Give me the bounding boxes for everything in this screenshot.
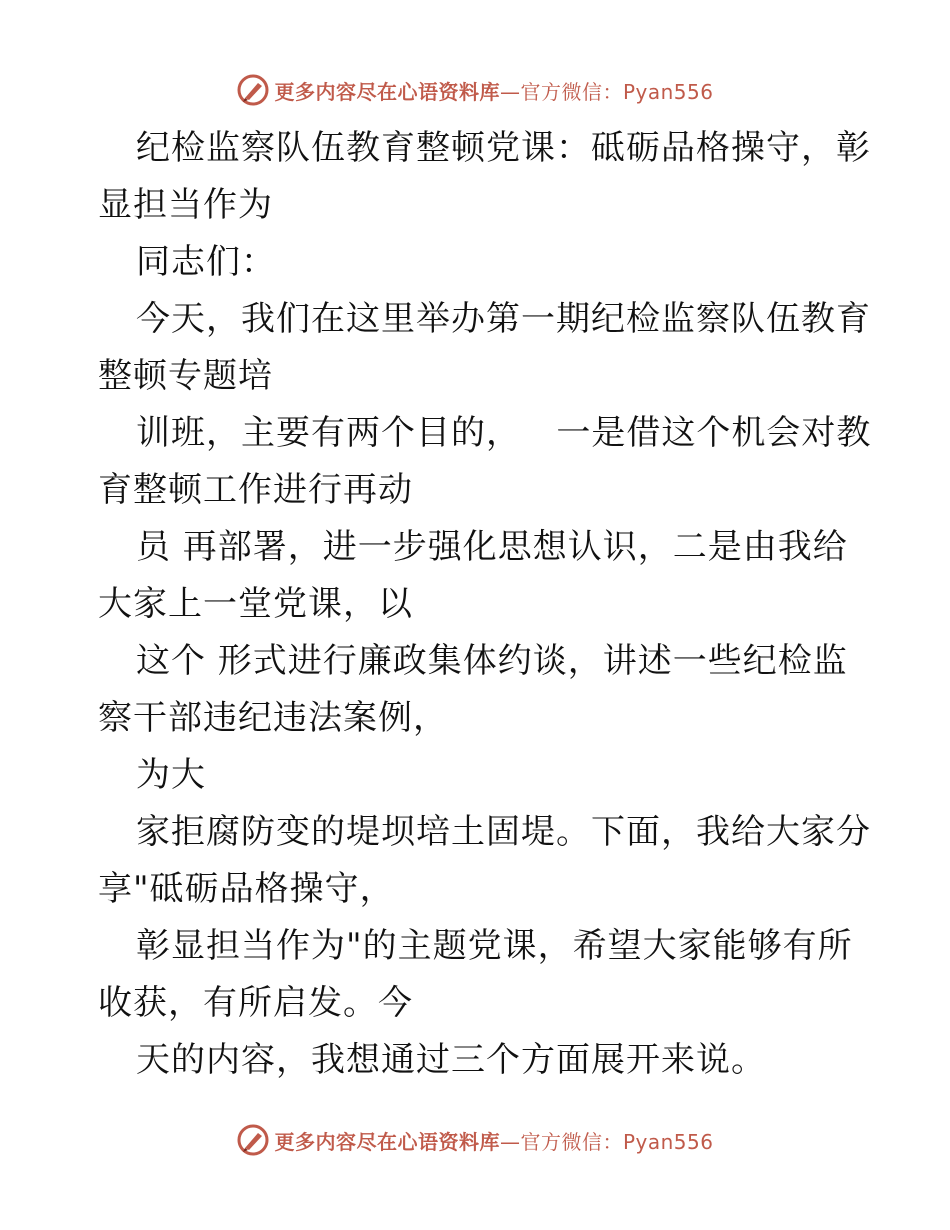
watermark-dash: — <box>499 1129 521 1154</box>
paragraph-line: 整顿专题培 <box>98 356 273 396</box>
title-line-1: 纪检监察队伍教育整顿党课：砥砺品格操守，彰 <box>136 128 871 168</box>
paragraph-line: 训班，主要有两个目的， 一是借这个机会对教 <box>136 413 872 453</box>
paragraph-line: 育整顿工作进行再动 <box>98 470 413 510</box>
paragraph-line: 员 再部署，进一步强化思想认识，二是由我给 <box>136 527 848 567</box>
title-line-2: 显担当作为 <box>98 185 273 225</box>
watermark-suffix: 官方微信：Pyan556 <box>520 79 714 104</box>
paragraph-line: 这个 形式进行廉政集体约谈，讲述一些纪检监 <box>136 641 848 681</box>
pen-logo-icon <box>236 1123 270 1157</box>
paragraph-line: 大家上一堂党课，以 <box>98 584 413 624</box>
document-body <box>98 120 872 1089</box>
watermark-brand: 更多内容尽在心语资料库 <box>274 1129 500 1154</box>
footer-watermark <box>0 1120 950 1160</box>
paragraph-line: 享"砥砺品格操守， <box>98 869 395 909</box>
salutation: 同志们： <box>136 242 276 282</box>
watermark-brand: 更多内容尽在心语资料库 <box>274 79 500 104</box>
pen-logo-icon <box>236 73 270 107</box>
paragraph-line: 今天，我们在这里举办第一期纪检监察队伍教育 <box>136 299 871 339</box>
watermark-suffix: 官方微信：Pyan556 <box>520 1129 714 1154</box>
paragraph-line: 为大 <box>136 755 206 795</box>
watermark-dash: — <box>499 79 521 104</box>
paragraph-line: 天的内容，我想通过三个方面展开来说。 <box>136 1040 766 1080</box>
header-watermark <box>0 70 950 110</box>
paragraph-line: 察干部违纪违法案例， <box>98 698 448 738</box>
paragraph-line: 家拒腐防变的堤坝培土固堤。下面，我给大家分 <box>136 812 871 852</box>
paragraph-line: 收获，有所启发。今 <box>98 983 413 1023</box>
paragraph-line: 彰显担当作为"的主题党课，希望大家能够有所 <box>136 926 853 966</box>
